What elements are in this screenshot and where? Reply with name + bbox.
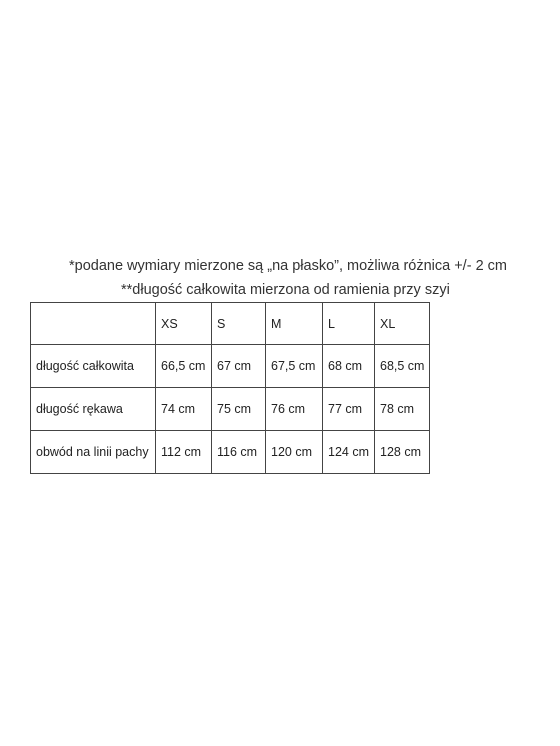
table-cell: 67,5 cm [266,345,323,388]
table-cell: 67 cm [212,345,266,388]
header-cell-xs: XS [156,303,212,345]
header-cell-l: L [323,303,375,345]
table-cell: 120 cm [266,431,323,474]
size-table [30,302,430,474]
header-cell-empty [31,303,156,345]
table-cell: 77 cm [323,388,375,431]
header-cell-s: S [212,303,266,345]
table-row [31,345,430,388]
header-cell-m: M [266,303,323,345]
row-label: obwód na linii pachy [31,431,156,474]
table-cell: 116 cm [212,431,266,474]
table-cell: 68,5 cm [375,345,430,388]
length-note: **długość całkowita mierzona od ramienia przy szyi [121,282,450,298]
table-cell: 78 cm [375,388,430,431]
table-cell: 128 cm [375,431,430,474]
table-cell: 76 cm [266,388,323,431]
table-row [31,431,430,474]
table-cell: 75 cm [212,388,266,431]
table-cell: 74 cm [156,388,212,431]
row-label: długość rękawa [31,388,156,431]
table-cell: 124 cm [323,431,375,474]
header-cell-xl: XL [375,303,430,345]
table-header-row [31,303,430,345]
table-row [31,388,430,431]
table-cell: 66,5 cm [156,345,212,388]
measurement-note: *podane wymiary mierzone są „na płasko”, możliwa różnica +/- 2 cm [69,258,507,274]
table-cell: 68 cm [323,345,375,388]
table-cell: 112 cm [156,431,212,474]
row-label: długość całkowita [31,345,156,388]
